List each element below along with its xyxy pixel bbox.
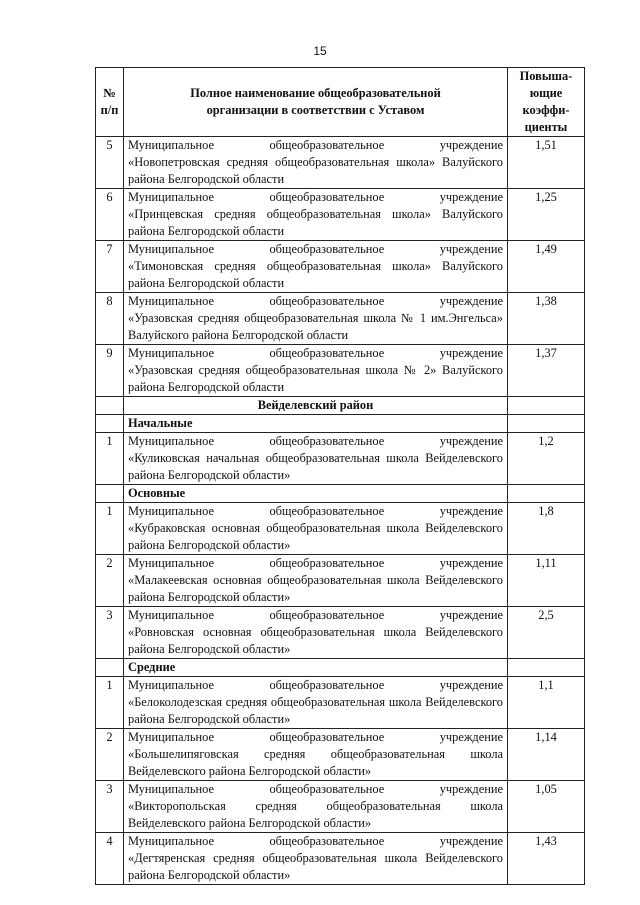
organization-name [124,555,508,607]
name-rest: «Белоколодезская средняя общеобразовательная школа Вейделевского района Белгородской области» [128,695,503,726]
organization-name [124,729,508,781]
organization-name [124,137,508,189]
row-number: 2 [96,729,124,781]
name-word: общеобразовательное [269,294,385,308]
name-word: Муниципальное [128,608,214,622]
page-number: 15 [313,44,327,58]
name-rest: «Новопетровская средняя общеобразовательная школа» Валуйского района Белгородской области [128,155,503,186]
table-row [96,781,585,833]
name-word: Муниципальное [128,678,214,692]
category-empty-cell [508,415,585,433]
category-row [96,415,585,433]
table-row [96,241,585,293]
name-word: Муниципальное [128,294,214,308]
organization-name [124,677,508,729]
row-number: 1 [96,677,124,729]
name-word: общеобразовательное [269,434,385,448]
row-number: 1 [96,433,124,485]
name-rest: «Принцевская средняя общеобразовательная школа» Валуйского района Белгородской области [128,207,503,238]
name-word: общеобразовательное [269,782,385,796]
name-word: общеобразовательное [269,678,385,692]
organization-name [124,503,508,555]
coefficient-value: 1,14 [508,729,585,781]
category-title: Начальные [124,415,508,433]
name-rest: «Викторопольская средняя общеобразовательная школа Вейделевского района Белгородской области» [128,799,503,830]
name-word: учреждение [439,434,503,448]
name-word: Муниципальное [128,834,214,848]
name-rest: «Большелипяговская средняя общеобразовательная школа Вейделевского района Белгородской области» [128,747,503,778]
table-row [96,137,585,189]
table-row [96,729,585,781]
name-word: Муниципальное [128,242,214,256]
table-row [96,433,585,485]
name-word: Муниципальное [128,434,214,448]
name-word: Муниципальное [128,346,214,360]
name-word: учреждение [439,608,503,622]
name-word: учреждение [439,138,503,152]
organization-name [124,781,508,833]
name-word: Муниципальное [128,138,214,152]
coefficient-value: 1,37 [508,345,585,397]
organization-name [124,607,508,659]
name-word: общеобразовательное [269,346,385,360]
table-row [96,189,585,241]
name-word: Муниципальное [128,190,214,204]
organization-name [124,189,508,241]
table-row [96,607,585,659]
organization-name [124,433,508,485]
name-word: учреждение [439,242,503,256]
district-title: Вейделевский район [124,397,508,415]
row-number: 2 [96,555,124,607]
table-header-row [96,68,585,137]
name-word: общеобразовательное [269,556,385,570]
coefficient-value: 1,43 [508,833,585,885]
coefficients-table [95,67,585,885]
name-word: Муниципальное [128,556,214,570]
category-row [96,659,585,677]
name-rest: «Ровновская основная общеобразовательная школа Вейделевского района Белгородской области» [128,625,503,656]
name-word: учреждение [439,782,503,796]
name-rest: «Малакеевская основная общеобразовательная школа Вейделевского района Белгородской области» [128,573,503,604]
row-number: 3 [96,781,124,833]
name-word: Муниципальное [128,782,214,796]
name-rest: «Дегтяренская средняя общеобразовательная школа Вейделевского района Белгородской области» [128,851,503,882]
row-number: 6 [96,189,124,241]
row-number: 9 [96,345,124,397]
row-number: 8 [96,293,124,345]
table-row [96,677,585,729]
name-word: общеобразовательное [269,504,385,518]
name-rest: «Уразовская средняя общеобразовательная школа № 2» Валуйского района Белгородской области [128,363,503,394]
category-title: Основные [124,485,508,503]
district-row [96,397,585,415]
coefficient-value: 2,5 [508,607,585,659]
table-row [96,555,585,607]
name-word: учреждение [439,678,503,692]
district-empty-cell [508,397,585,415]
row-number: 3 [96,607,124,659]
name-rest: «Кубраковская основная общеобразовательная школа Вейделевского района Белгородской области» [128,521,503,552]
name-word: учреждение [439,834,503,848]
row-number: 7 [96,241,124,293]
coefficient-value: 1,51 [508,137,585,189]
name-word: общеобразовательное [269,242,385,256]
organization-name [124,833,508,885]
name-word: учреждение [439,504,503,518]
name-word: общеобразовательное [269,730,385,744]
category-title: Средние [124,659,508,677]
row-number: 5 [96,137,124,189]
coefficient-value: 1,49 [508,241,585,293]
table-row [96,293,585,345]
coefficient-value: 1,38 [508,293,585,345]
category-empty-cell [96,659,124,677]
name-word: общеобразовательное [269,138,385,152]
name-word: общеобразовательное [269,834,385,848]
name-word: Муниципальное [128,504,214,518]
coefficient-value: 1,11 [508,555,585,607]
coefficient-value: 1,25 [508,189,585,241]
coefficient-value: 1,2 [508,433,585,485]
name-word: общеобразовательное [269,190,385,204]
organization-name [124,293,508,345]
organization-name [124,345,508,397]
table-row [96,503,585,555]
header-coef: Повыша- ющие коэффи- циенты [508,68,585,137]
category-empty-cell [508,485,585,503]
header-name: Полное наименование общеобразовательной организации в соответствии с Уставом [124,68,508,137]
row-number: 4 [96,833,124,885]
district-empty-cell [96,397,124,415]
name-rest: «Уразовская средняя общеобразовательная школа № 1 им.Энгельса» Валуйского района Белгородской области [128,311,503,342]
organization-name [124,241,508,293]
name-rest: «Тимоновская средняя общеобразовательная школа» Валуйского района Белгородской области [128,259,503,290]
name-word: учреждение [439,190,503,204]
coefficient-value: 1,05 [508,781,585,833]
category-empty-cell [96,485,124,503]
table-row [96,833,585,885]
category-empty-cell [508,659,585,677]
name-rest: «Куликовская начальная общеобразовательная школа Вейделевского района Белгородской области» [128,451,503,482]
name-word: учреждение [439,346,503,360]
category-empty-cell [96,415,124,433]
header-num: № п/п [96,68,124,137]
table-row [96,345,585,397]
category-row [96,485,585,503]
name-word: общеобразовательное [269,608,385,622]
coefficient-value: 1,8 [508,503,585,555]
name-word: учреждение [439,294,503,308]
row-number: 1 [96,503,124,555]
name-word: учреждение [439,556,503,570]
coefficient-value: 1,1 [508,677,585,729]
name-word: Муниципальное [128,730,214,744]
name-word: учреждение [439,730,503,744]
